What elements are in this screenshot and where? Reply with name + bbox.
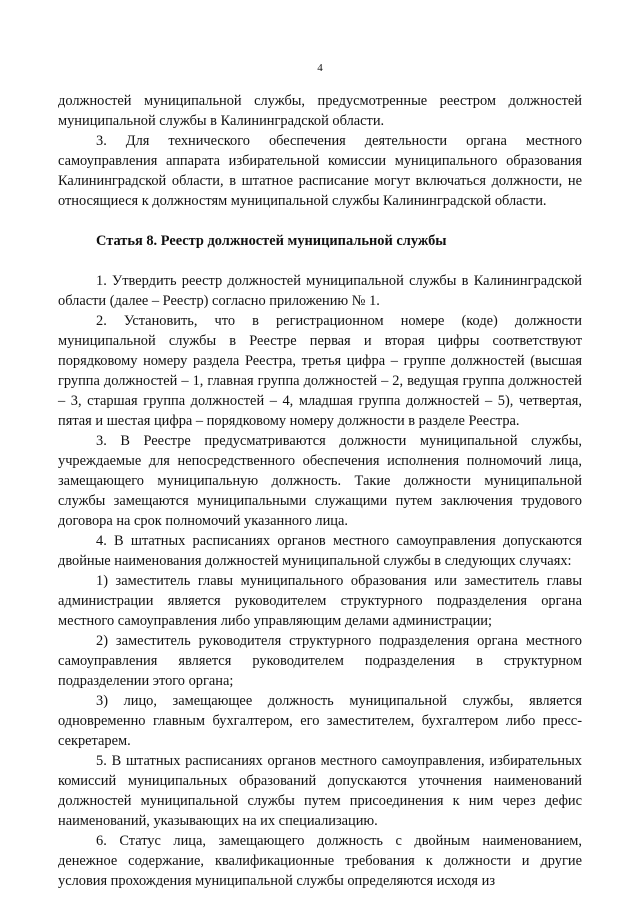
paragraph-item-2-registration-code: 2. Установить, что в регистрационном номере (коде) должности муниципальной службы в Реестре первая и вторая цифры соответствуют порядковому номеру раздела Реестра, третья цифра – группе должностей (высшая группа должностей – 1, главная группа должностей – 2, ведущая группа должностей – 3, старшая группа должностей – 4, младшая группа должностей – 5), четвертая, пятая и шестая цифра – порядковому номеру должности в разделе Реестра. [58,313,582,429]
paragraph-item-3-technical-support: 3. Для технического обеспечения деятельности органа местного самоуправления аппарата избирательной комиссии муниципального образования Калининградской области, в штатное расписание могут включаться должности, не относящиеся к должностям муниципальной службы Калининградской области. [58,133,582,209]
document-body [58,91,582,891]
paragraph-item-5-specialization: 5. В штатных расписаниях органов местного самоуправления, избирательных комиссий муниципальных образований допускаются уточнения наименований должностей муниципальной службы путем присоединения к ним через дефис наименований, указывающих на их специализацию. [58,753,582,829]
paragraph-subitem-2: 2) заместитель руководителя структурного подразделения органа местного самоуправления является руководителем подразделения в структурном подразделении этого органа; [58,633,582,689]
page-number: 4 [317,62,323,74]
paragraph-item-3-registry-positions: 3. В Реестре предусматриваются должности муниципальной службы, учреждаемые для непосредственного обеспечения исполнения полномочий лица, замещающего муниципальную должность. Такие должности муниципальной службы замещаются муниципальными служащими путем заключения трудового договора на срок полномочий указанного лица. [58,433,582,529]
paragraph-subitem-3: 3) лицо, замещающее должность муниципальной службы, является одновременно главным бухгалтером, его заместителем, бухгалтером либо пресс-секретарем. [58,693,582,749]
article-8-title: Статья 8. Реестр должностей муниципальной службы [96,233,447,249]
paragraph-continuation: должностей муниципальной службы, предусмотренные реестром должностей муниципальной службы в Калининградской области. [58,93,582,129]
paragraph-item-4-double-names: 4. В штатных расписаниях органов местного самоуправления допускаются двойные наименования должностей муниципальной службы в следующих случаях: [58,533,582,569]
paragraph-subitem-1: 1) заместитель главы муниципального образования или заместитель главы администрации является руководителем структурного подразделения органа местного самоуправления либо управляющим делами администрации; [58,573,582,629]
paragraph-item-1-approve-registry: 1. Утвердить реестр должностей муниципальной службы в Калининградской области (далее – Реестр) согласно приложению № 1. [58,273,582,309]
paragraph-item-6-status: 6. Статус лица, замещающего должность с двойным наименованием, денежное содержание, квалификационные требования к должности и другие условия прохождения муниципальной службы определяются исходя из [58,833,582,889]
